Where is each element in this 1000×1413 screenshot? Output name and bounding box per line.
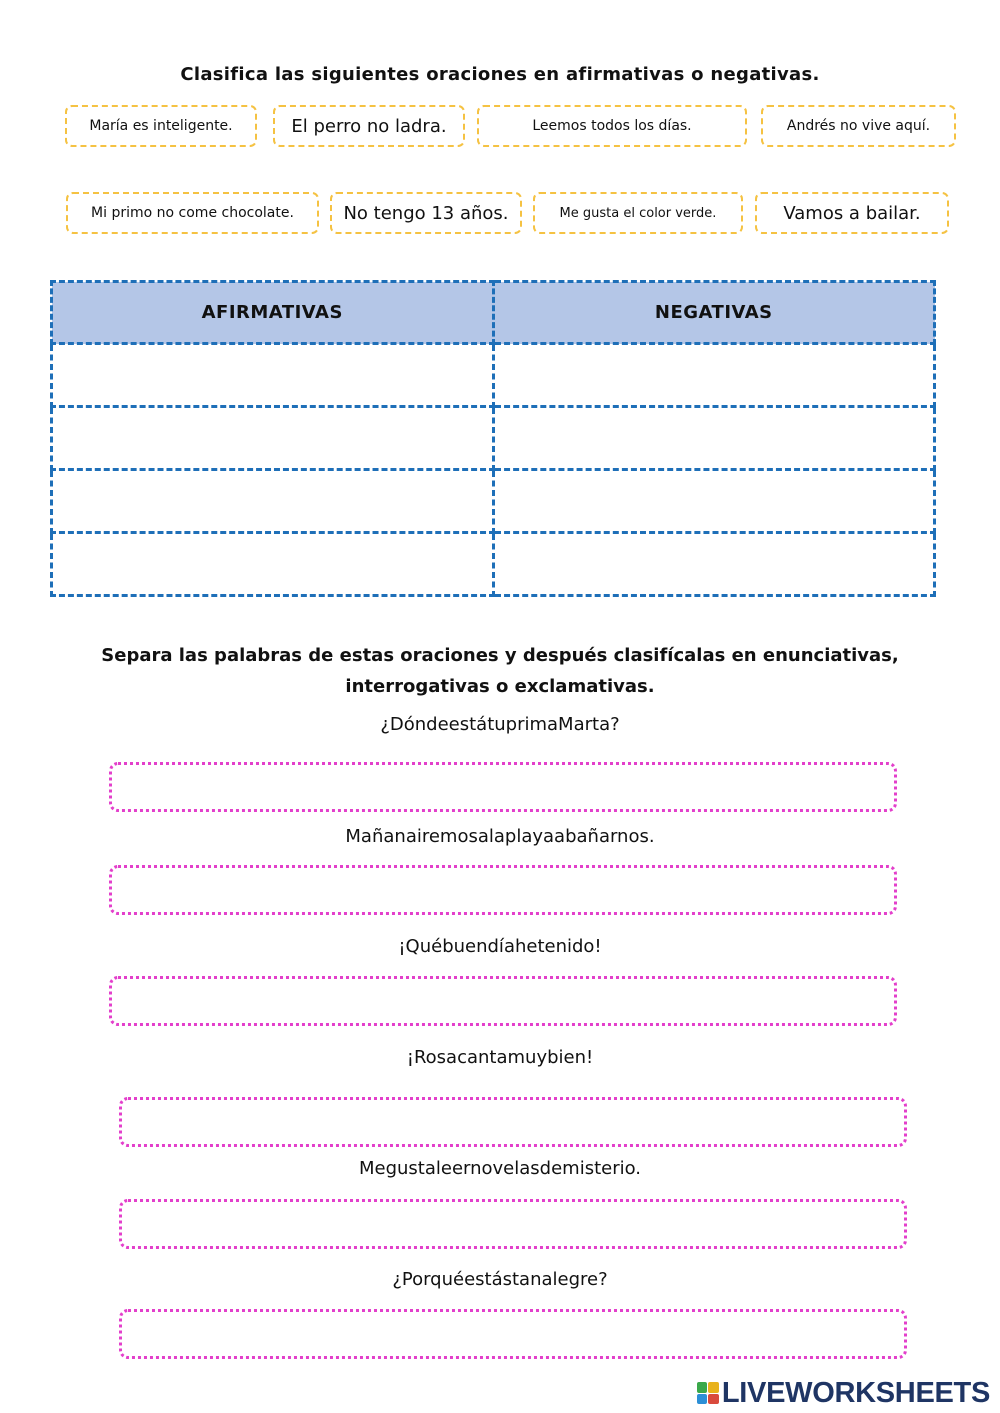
joined-sentence-5: Megustaleernovelasdemisterio. bbox=[358, 1158, 642, 1179]
section1-title: Clasifica las siguientes oraciones en afirmativas o negativas. bbox=[180, 64, 820, 85]
joined-sentence-6: ¿Porquéestástanalegre? bbox=[392, 1269, 608, 1290]
drop-cell-afirmativas-1[interactable] bbox=[52, 344, 494, 407]
table-row bbox=[52, 533, 935, 596]
sentence-chip-1[interactable]: María es inteligente. bbox=[65, 105, 257, 147]
instructions-line-1: Separa las palabras de estas oraciones y después clasifícalas en enunciativas, bbox=[101, 645, 899, 666]
joined-sentence-1: ¿DóndeestátuprimaMarta? bbox=[380, 714, 620, 735]
drop-cell-negativas-2[interactable] bbox=[493, 407, 935, 470]
liveworksheets-brand bbox=[697, 1376, 990, 1410]
classification-table bbox=[50, 280, 936, 597]
drop-cell-negativas-3[interactable] bbox=[493, 470, 935, 533]
table-row bbox=[52, 470, 935, 533]
sentence-chip-6[interactable]: No tengo 13 años. bbox=[330, 192, 522, 234]
table-row bbox=[52, 407, 935, 470]
drop-cell-afirmativas-3[interactable] bbox=[52, 470, 494, 533]
section2-instructions bbox=[60, 640, 940, 702]
drop-cell-negativas-4[interactable] bbox=[493, 533, 935, 596]
drop-cell-afirmativas-2[interactable] bbox=[52, 407, 494, 470]
answer-box-5[interactable] bbox=[119, 1199, 907, 1249]
joined-sentence-4: ¡Rosacantamuybien! bbox=[406, 1047, 594, 1068]
answer-box-4[interactable] bbox=[119, 1097, 907, 1147]
sentence-chip-7[interactable]: Me gusta el color verde. bbox=[533, 192, 743, 234]
joined-sentence-2: Mañanairemosalaplayaabañarnos. bbox=[345, 826, 655, 847]
header-afirmativas: AFIRMATIVAS bbox=[52, 282, 494, 344]
answer-box-3[interactable] bbox=[109, 976, 897, 1026]
logo-square bbox=[697, 1382, 708, 1393]
joined-sentence-3: ¡Québuendíahetenido! bbox=[398, 936, 602, 957]
answer-box-6[interactable] bbox=[119, 1309, 907, 1359]
logo-square bbox=[708, 1382, 719, 1393]
sentence-chip-2[interactable]: El perro no ladra. bbox=[273, 105, 465, 147]
header-negativas: NEGATIVAS bbox=[493, 282, 935, 344]
drop-cell-afirmativas-4[interactable] bbox=[52, 533, 494, 596]
sentence-chip-8[interactable]: Vamos a bailar. bbox=[755, 192, 949, 234]
sentence-chip-5[interactable]: Mi primo no come chocolate. bbox=[66, 192, 319, 234]
answer-box-1[interactable] bbox=[109, 762, 897, 812]
sentence-chip-3[interactable]: Leemos todos los días. bbox=[477, 105, 747, 147]
sentence-chip-4[interactable]: Andrés no vive aquí. bbox=[761, 105, 956, 147]
brand-name: LIVEWORKSHEETS bbox=[721, 1376, 990, 1409]
table-row bbox=[52, 344, 935, 407]
logo-square bbox=[697, 1394, 708, 1405]
drop-cell-negativas-1[interactable] bbox=[493, 344, 935, 407]
logo-square bbox=[708, 1394, 719, 1405]
liveworksheets-logo-icon bbox=[697, 1382, 719, 1404]
answer-box-2[interactable] bbox=[109, 865, 897, 915]
table-header-row bbox=[52, 282, 935, 344]
instructions-line-2: interrogativas o exclamativas. bbox=[345, 676, 655, 697]
